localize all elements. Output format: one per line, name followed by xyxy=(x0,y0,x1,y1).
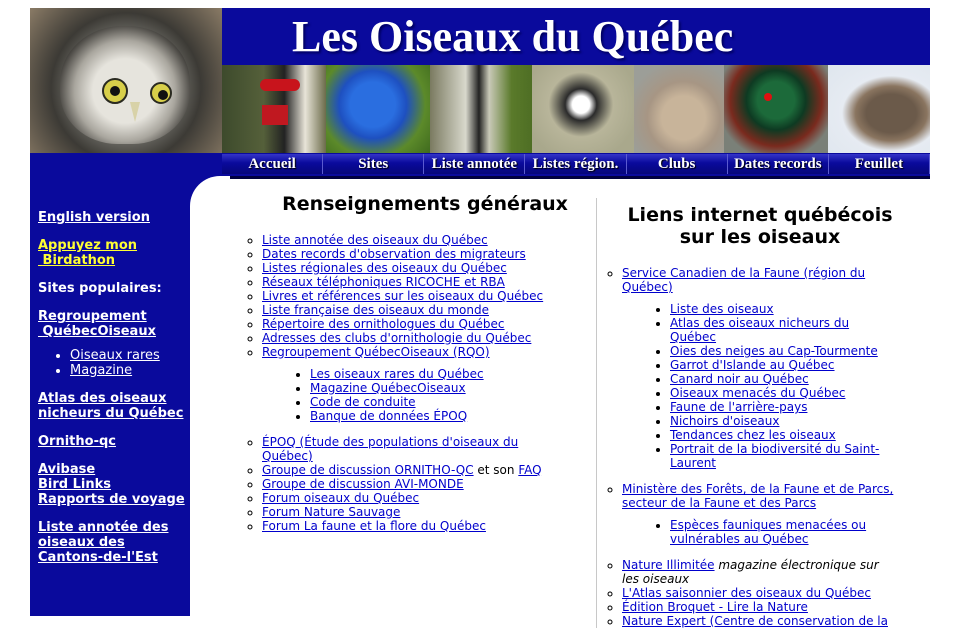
owl-eye-icon xyxy=(102,78,128,104)
ornitho-qc-group-link[interactable]: Groupe de discussion ORNITHO-QC xyxy=(262,463,474,477)
owl-photo xyxy=(828,65,930,153)
magazine-link[interactable]: Magazine xyxy=(70,363,133,378)
rqo-sublist xyxy=(38,348,190,378)
list-link[interactable]: Code de conduite xyxy=(310,395,416,409)
other-links-list xyxy=(605,558,892,628)
nature-illimitee-desc: magazine électronique sur les oiseaux xyxy=(622,558,879,586)
nav-sites[interactable]: Sites xyxy=(323,154,424,174)
general-list-1 xyxy=(245,233,605,275)
nav-clubs[interactable]: Clubs xyxy=(627,154,728,174)
site-banner xyxy=(222,8,930,65)
list-link[interactable]: Adresses des clubs d'ornithologie du Québec xyxy=(262,331,532,345)
nature-illimitee-link[interactable]: Nature Illimitée xyxy=(622,558,715,572)
list-link[interactable]: Forum La faune et la flore du Québec xyxy=(262,519,486,533)
cantons-line-1: Liste annotée des xyxy=(38,520,169,535)
list-link[interactable]: Listes régionales des oiseaux du Québec xyxy=(262,261,507,275)
site-title: Les Oiseaux du Québec xyxy=(292,12,734,61)
list-link[interactable]: Atlas des oiseaux nicheurs du Québec xyxy=(670,316,850,344)
owl-eye-icon xyxy=(150,82,172,104)
general-info-heading: Renseignements généraux xyxy=(282,193,568,215)
list-link[interactable]: Canard noir au Québec xyxy=(670,372,809,386)
scf-list xyxy=(605,266,892,470)
quebec-links-column xyxy=(596,198,915,628)
nature-expert-link[interactable]: Nature Expert (Centre de conservation de la xyxy=(622,614,888,628)
rqo-line-2: QuébecOiseaux xyxy=(42,324,156,339)
waxwing-photo xyxy=(634,65,724,153)
birdathon-link[interactable] xyxy=(38,238,137,268)
nav-listes-region[interactable]: Listes région. xyxy=(525,154,626,174)
list-link[interactable]: Garrot d'Islande au Québec xyxy=(670,358,835,372)
birdathon-line-2: Birdathon xyxy=(42,253,116,268)
sidebar xyxy=(30,176,190,616)
atlas-line-2: nicheurs du Québec xyxy=(38,406,184,421)
atlas-line-1: Atlas des oiseaux xyxy=(38,391,167,406)
nav-dates-records[interactable]: Dates records xyxy=(728,154,829,174)
header-owl-photo xyxy=(30,8,222,153)
rqo-link[interactable] xyxy=(38,309,156,339)
rqo-list xyxy=(245,345,605,423)
woodpecker-photo xyxy=(222,65,326,153)
nav-feuillet[interactable]: Feuillet xyxy=(829,154,930,174)
scf-link[interactable]: Service Canadien de la Faune (région du Québec) xyxy=(622,266,866,294)
owl-face xyxy=(60,26,190,144)
ornitho-qc-link[interactable]: Ornitho-qc xyxy=(38,434,116,449)
et-son-text: et son xyxy=(473,463,519,477)
birdathon-line-1: Appuyez mon xyxy=(38,238,138,253)
oiseaux-rares-link[interactable]: Oiseaux rares xyxy=(70,348,160,363)
scf-sublist xyxy=(622,302,892,470)
list-link[interactable]: Forum oiseaux du Québec xyxy=(262,491,420,505)
avibase-link[interactable]: Avibase xyxy=(38,462,96,477)
broquet-link[interactable]: Édition Broquet - Lire la Nature xyxy=(622,600,808,614)
main-nav xyxy=(222,153,930,179)
mffp-sublist xyxy=(622,518,912,546)
epoq-list xyxy=(245,435,542,463)
epoq-link[interactable]: ÉPOQ (Étude des populations d'oiseaux du Québec) xyxy=(262,435,519,463)
indigo-bunting-photo xyxy=(326,65,430,153)
cantons-line-3: Cantons-de-l'Est xyxy=(38,550,158,565)
faq-link[interactable]: FAQ xyxy=(518,463,542,477)
list-link[interactable]: Oies des neiges au Cap-Tourmente xyxy=(670,344,878,358)
nav-liste-annotee[interactable]: Liste annotée xyxy=(424,154,525,174)
rqo-main-link[interactable]: Regroupement QuébecOiseaux (RQO) xyxy=(262,345,490,359)
cantons-liste-link[interactable] xyxy=(38,520,168,565)
mffp-list xyxy=(605,482,912,546)
rapports-voyage-link[interactable]: Rapports de voyage xyxy=(38,492,185,507)
quebec-links-heading xyxy=(605,204,915,248)
heading-line-1: Liens internet québécois xyxy=(627,204,893,226)
list-link[interactable]: Oiseaux menacés du Québec xyxy=(670,386,846,400)
mffp-link[interactable]: Ministère des Forêts, de la Faune et de Parcs, secteur de la Faune et des Parcs xyxy=(622,482,894,510)
rounded-corner xyxy=(190,176,230,216)
list-link[interactable]: Réseaux téléphoniques RICOCHE et RBA xyxy=(262,275,505,289)
list-link[interactable]: Liste française des oiseaux du monde xyxy=(262,303,489,317)
list-link[interactable]: Tendances chez les oiseaux xyxy=(670,428,836,442)
wood-duck-photo xyxy=(724,65,828,153)
list-link[interactable]: Groupe de discussion AVI-MONDE xyxy=(262,477,464,491)
list-link[interactable]: Liste des oiseaux xyxy=(670,302,774,316)
owl-beak-icon xyxy=(130,102,140,122)
bird-photo-strip xyxy=(222,65,930,153)
list-link[interactable]: Portrait de la biodiversité du Saint-Laurent xyxy=(670,442,880,470)
rqo-sublist xyxy=(262,367,605,423)
list-link[interactable]: Les oiseaux rares du Québec xyxy=(310,367,484,381)
heading-line-2: sur les oiseaux xyxy=(679,226,841,248)
bird-links-link[interactable]: Bird Links xyxy=(38,477,111,492)
list-link[interactable]: Nichoirs d'oiseaux xyxy=(670,414,780,428)
list-link[interactable]: Faune de l'arrière-pays xyxy=(670,400,808,414)
atlas-link[interactable] xyxy=(38,391,183,421)
general-list-2 xyxy=(245,275,605,345)
list-link[interactable]: Dates records d'observation des migrateurs xyxy=(262,247,526,261)
warbler-photo xyxy=(430,65,532,153)
list-link[interactable]: Répertoire des ornithologues du Québec xyxy=(262,317,505,331)
nav-accueil[interactable]: Accueil xyxy=(222,154,323,174)
cantons-line-2: oiseaux des xyxy=(38,535,125,550)
list-link[interactable]: Espèces fauniques menacées ou vulnérables au Québec xyxy=(670,518,867,546)
english-version-link[interactable]: English version xyxy=(38,210,150,225)
rqo-line-1: Regroupement xyxy=(38,309,147,324)
discussion-list xyxy=(245,463,605,533)
kingbird-photo xyxy=(532,65,634,153)
list-link[interactable]: Livres et références sur les oiseaux du Québec xyxy=(262,289,544,303)
popular-sites-label: Sites populaires: xyxy=(38,281,162,296)
list-link[interactable]: Forum Nature Sauvage xyxy=(262,505,401,519)
general-info-column xyxy=(245,193,605,533)
list-link[interactable]: Liste annotée des oiseaux du Québec xyxy=(262,233,488,247)
list-link[interactable]: Magazine QuébecOiseaux xyxy=(310,381,466,395)
list-link[interactable]: Banque de données ÉPOQ xyxy=(310,409,468,423)
atlas-saisonnier-link[interactable]: L'Atlas saisonnier des oiseaux du Québec xyxy=(622,586,871,600)
